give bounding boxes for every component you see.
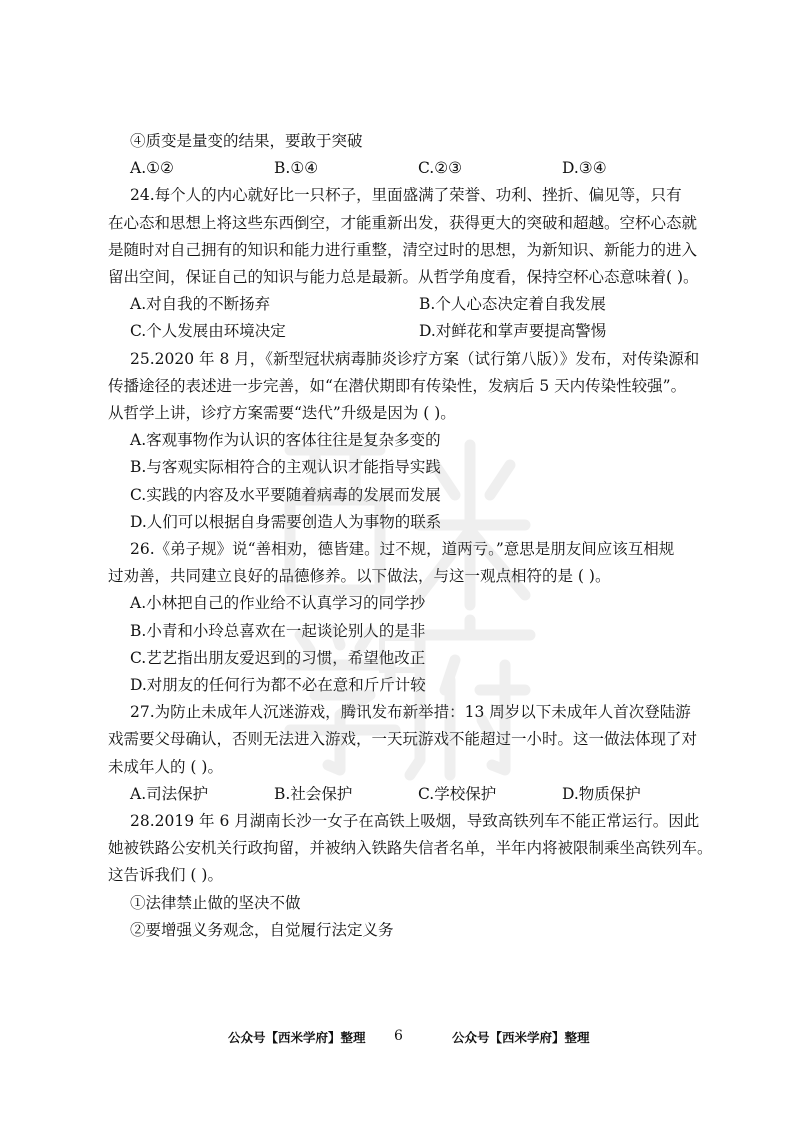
footer-left-text: 公众号【西米学府】整理 xyxy=(228,1030,366,1045)
q28-text-2: 她被铁路公安机关行政拘留，并被纳入铁路失信者名单，半年内将被限制乘坐高铁列车。 xyxy=(108,839,713,858)
page-content xyxy=(108,128,713,944)
q28-text-3: 这告诉我们 ( )。 xyxy=(108,866,223,885)
statement-4: ④质变是量变的结果，要敢于突破 xyxy=(130,132,363,150)
q23-option-a: A.①② xyxy=(130,159,174,178)
q28-statement-1: ①法律禁止做的坚决不做 xyxy=(130,893,301,912)
q28-statement-2: ②要增强义务观念，自觉履行法定义务 xyxy=(130,920,394,939)
q24-text-3: 是随时对自己拥有的知识和能力进行重整，清空过时的思想，为新知识、新能力的进入 xyxy=(108,240,698,259)
q25-text-3: 从哲学上讲，诊疗方案需要“迭代”升级是因为 ( )。 xyxy=(108,404,456,423)
q25-text-1: 25.2020 年 8 月，《新型冠状病毒肺炎诊疗方案（试行第八版）》发布，对传染源和 xyxy=(130,349,700,368)
footer-right-text: 公众号【西米学府】整理 xyxy=(452,1030,590,1045)
q25-option-b: B.与客观实际相符合的主观认识才能指导实践 xyxy=(130,458,441,477)
q27-text-2: 戏需要父母确认，否则无法进入游戏，一天玩游戏不能超过一小时。这一做法体现了对 xyxy=(108,730,698,749)
q24-text-1: 24.每个人的内心就好比一只杯子，里面盛满了荣誉、功利、挫折、偏见等，只有 xyxy=(130,186,682,205)
q24-options-row-2 xyxy=(108,318,708,345)
q23-options xyxy=(108,155,708,182)
q26-option-b: B.小青和小玲总喜欢在一起谈论别人的是非 xyxy=(130,621,426,640)
q26-text-1: 26.《弟子规》说“善相劝，德皆建。过不规，道两亏。”意思是朋友间应该互相规 xyxy=(130,540,675,559)
q24-option-d: D.对鲜花和掌声要提高警惕 xyxy=(419,322,607,341)
q27-option-d: D.物质保护 xyxy=(562,784,641,803)
q23-option-c: C.②③ xyxy=(418,159,463,178)
q26-option-c: C.艺艺指出朋友爱迟到的习惯，希望他改正 xyxy=(130,648,426,667)
q28-text-1: 28.2019 年 6 月湖南长沙一女子在高铁上吸烟，导致高铁列车不能正常运行。因此 xyxy=(130,812,700,831)
q26-option-a: A.小林把自己的作业给不认真学习的同学抄 xyxy=(130,594,426,613)
q27-option-a: A.司法保护 xyxy=(130,784,209,803)
q27-options xyxy=(108,781,708,808)
page-footer xyxy=(0,1028,800,1048)
q26-text-2: 过劝善，共同建立良好的品德修养。以下做法，与这一观点相符的是 ( )。 xyxy=(108,567,611,586)
q25-option-d: D.人们可以根据自身需要创造人为事物的联系 xyxy=(130,512,442,531)
q26-option-d: D.对朋友的任何行为都不必在意和斤斤计较 xyxy=(130,676,426,695)
q24-option-b: B.个人心态决定着自我发展 xyxy=(419,295,606,314)
q25-text-2: 传播途径的表述进一步完善，如“在潜伏期即有传染性，发病后 5 天内传染性较强”。 xyxy=(108,376,687,395)
page-number: 6 xyxy=(394,1028,403,1044)
q25-option-a: A.客观事物作为认识的客体往往是复杂多变的 xyxy=(130,431,441,450)
q25-option-c: C.实践的内容及水平要随着病毒的发展而发展 xyxy=(130,485,441,504)
q23-option-b: B.①④ xyxy=(274,159,319,178)
q24-text-2: 在心态和思想上将这些东西倒空，才能重新出发，获得更大的突破和超越。空杯心态就 xyxy=(108,213,698,232)
q27-option-b: B.社会保护 xyxy=(274,784,353,803)
q24-option-c: C.个人发展由环境决定 xyxy=(130,322,286,341)
q27-text-1: 27.为防止未成年人沉迷游戏，腾讯发布新举措：13 周岁以下未成年人首次登陆游 xyxy=(130,703,691,722)
q24-options-row-1 xyxy=(108,291,708,318)
q27-text-3: 未成年人的 ( )。 xyxy=(108,757,223,776)
q23-option-d: D.③④ xyxy=(562,159,607,178)
q24-text-4: 留出空间，保证自己的知识与能力总是最新。从哲学角度看，保持空杯心态意味着( )。 xyxy=(108,268,699,287)
q24-option-a: A.对自我的不断扬弃 xyxy=(130,295,271,314)
q27-option-c: C.学校保护 xyxy=(418,784,497,803)
